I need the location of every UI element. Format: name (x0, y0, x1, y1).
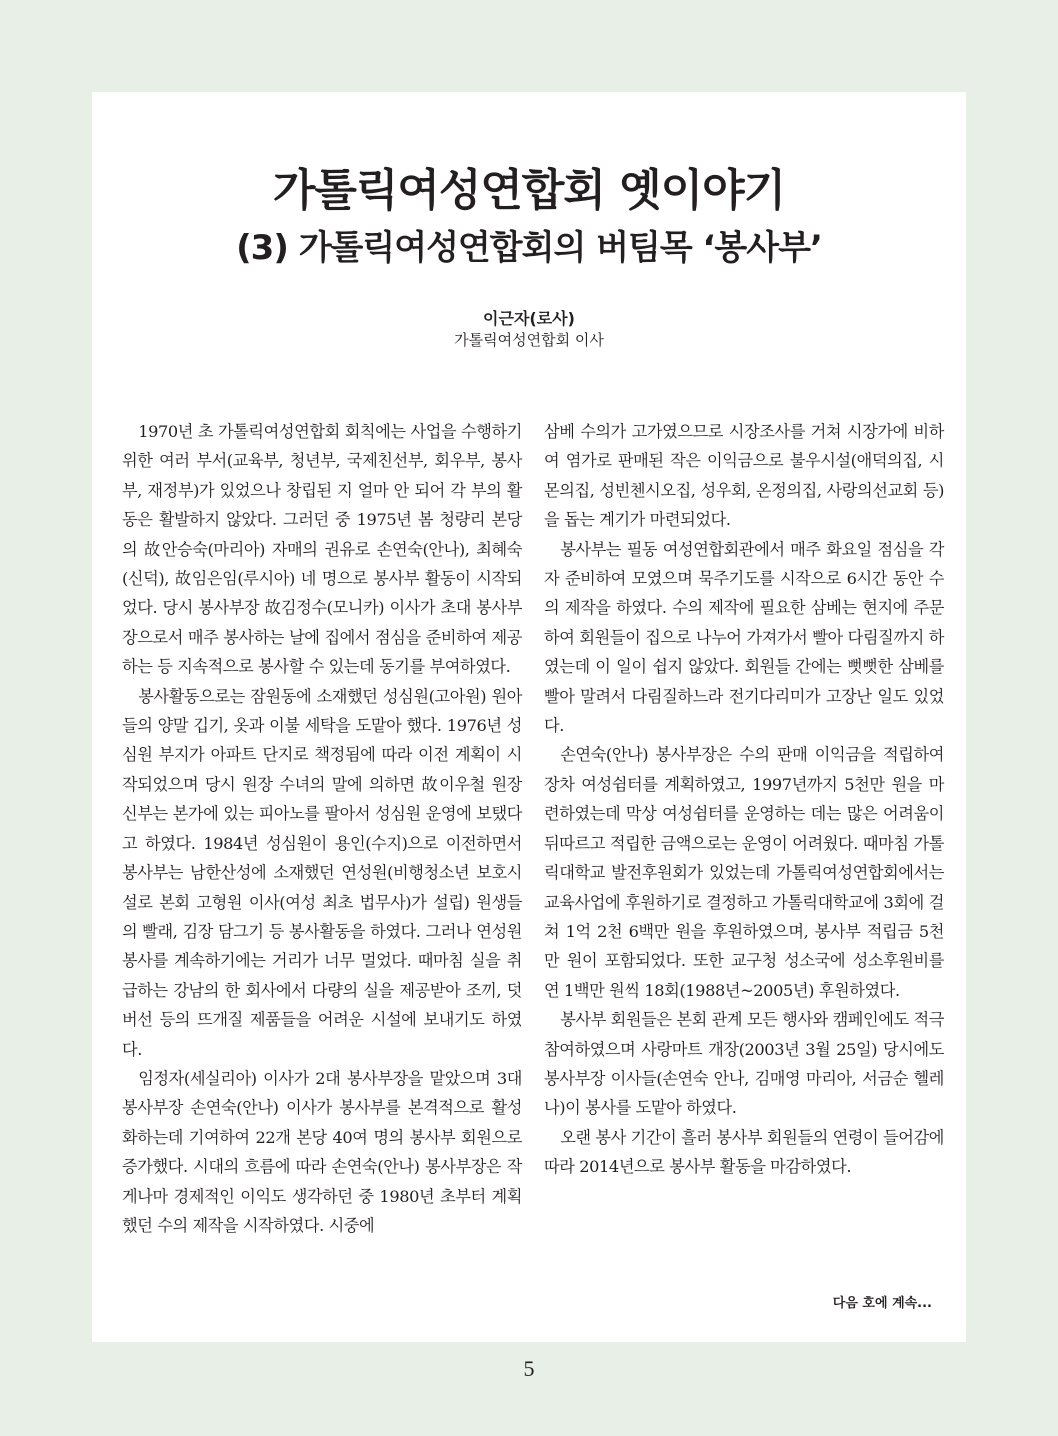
article-subtitle: (3) 가톨릭여성연합회의 버팀목 ‘봉사부’ (236, 228, 822, 268)
author-name: 이근자(로사) (483, 309, 575, 328)
page-number: 5 (523, 1356, 535, 1381)
paragraph: 봉사부 회원들은 본회 관계 모든 행사와 캠페인에도 적극 참여하였으며 사랑마트 개장(2003년 3월 25일) 당시에도 봉사부장 이사들(손연숙 안나, 김매영 마리아, 서금순 헬레나)이 봉사를 도맡아 하였다. (544, 1010, 944, 1118)
paragraph-continuation: 삼베 수의가 고가였으므로 시장조사를 거쳐 시장가에 비하여 염가로 판매된 작은 이익금으로 불우시설(애덕의집, 시몬의집, 성빈첸시오집, 성우회, 온정의집, 사랑의선교회 등)을 돕는 계기가 마련되었다. (544, 422, 944, 530)
paragraph: 봉사활동으로는 잠원동에 소재했던 성심원(고아원) 원아들의 양말 깁기, 옷과 이불 세탁을 도맡아 했다. 1976년 성심원 부지가 아파트 단지로 책정됨에 따라 이전 계획이 시작되었으며 당시 원장 수녀의 말에 의하면 故이우철 원장 신부는 본가에 있는 피아노를 팔아서 성심원 운영에 보탰다고 하였다. 1984년 성심원이 용인(수지)으로 이전하면서 봉사부는 남한산성에 소재했던 연성원(비행청소년 보호시설로 본회 고형원 이사(여성 최초 법무사)가 설립) 원생들의 빨래, 김장 담그기 등 봉사활동을 하였다. 그러나 연성원 봉사를 계속하기에는 거리가 너무 멀었다. 때마침 실을 취급하는 강남의 한 회사에서 다량의 실을 제공받아 조끼, 덧버선 등의 뜨개질 제품들을 어려운 시설에 보내기도 하였다. (122, 686, 522, 1059)
paragraph: 임정자(세실리아) 이사가 2대 봉사부장을 맡았으며 3대 봉사부장 손연숙(안나) 이사가 봉사부를 본격적으로 활성화하는데 기여하여 22개 본당 40여 명의 봉사부 회원으로 증가했다. 시대의 흐름에 따라 손연숙(안나) 봉사부장은 작게나마 경제적인 이익도 생각하던 중 1980년 초부터 계획했던 수의 제작을 시작하였다. 시중에 (122, 1068, 522, 1235)
paragraph: 1970년 초 가톨릭여성연합회 회칙에는 사업을 수행하기 위한 여러 부서(교육부, 청년부, 국제친선부, 회우부, 봉사부, 재정부)가 있었으나 창립된 지 얼마 안 되어 각 부의 활동은 활발하지 않았다. 그러던 중 1975년 봄 청량리 본당의 故안승숙(마리아) 자매의 권유로 손연숙(안나), 최혜숙(신덕), 故임은임(루시아) 네 명으로 봉사부 활동이 시작되었다. 당시 봉사부장 故김정수(모니카) 이사가 초대 봉사부장으로서 매주 봉사하는 날에 집에서 점심을 준비하여 제공하는 등 지속적으로 봉사할 수 있는데 동기를 부여하였다. (122, 422, 522, 677)
paragraph: 봉사부는 필동 여성연합회관에서 매주 화요일 점심을 각자 준비하여 모였으며 묵주기도를 시작으로 6시간 동안 수의 제작을 하였다. 수의 제작에 필요한 삼베는 현지에 주문하여 회원들이 집으로 나누어 가져가서 빨아 다림질까지 하였는데 이 일이 쉽지 않았다. 회원들 간에는 뻣뻣한 삼베를 빨아 말려서 다림질하느라 전기다리미가 고장난 일도 있었다. (544, 539, 944, 736)
right-column (544, 417, 944, 1182)
continued-note: 다음 호에 계속... (832, 1296, 932, 1311)
article-title: 가톨릭여성연합회 옛이야기 (272, 165, 786, 216)
article-page (92, 92, 966, 1342)
paragraph: 오랜 봉사 기간이 흘러 봉사부 회원들의 연령이 들어감에 따라 2014년으로 봉사부 활동을 마감하였다. (544, 1127, 944, 1177)
author-role: 가톨릭여성연합회 이사 (454, 331, 604, 349)
left-column (122, 417, 522, 1240)
paragraph: 손연숙(안나) 봉사부장은 수의 판매 이익금을 적립하여 장차 여성쉼터를 계획하였고, 1997년까지 5천만 원을 마련하였는데 막상 여성쉼터를 운영하는 데는 많은 어려움이 뒤따르고 적립한 금액으로는 운영이 어려웠다. 때마침 가톨릭대학교 발전후원회가 있었는데 가톨릭여성연합회에서는 교육사업에 후원하기로 결정하고 가톨릭대학교에 3회에 걸쳐 1억 2천 6백만 원을 후원하였으며, 봉사부 적립금 5천만 원이 포함되었다. 또한 교구청 성소국에 성소후원비를 연 1백만 원씩 18회(1988년~2005년) 후원하였다. (544, 745, 944, 1000)
